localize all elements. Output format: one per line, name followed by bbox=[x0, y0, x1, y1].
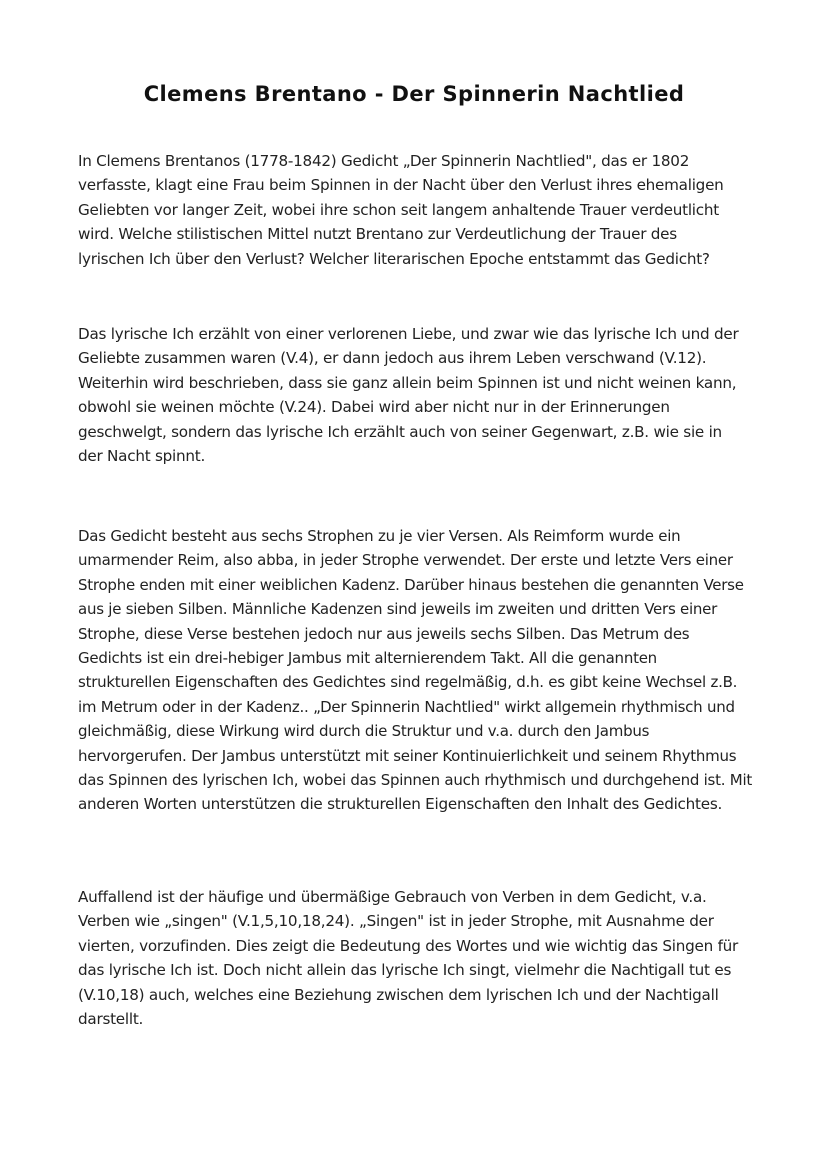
text-line: umarmender Reim, also abba, in jeder Strophe verwendet. Der erste und letzte Vers einer bbox=[78, 551, 733, 570]
paragraph-verbs bbox=[78, 885, 738, 1031]
text-line: im Metrum oder in der Kadenz.. „Der Spinnerin Nachtlied" wirkt allgemein rhythmisch und bbox=[78, 697, 735, 716]
text-line: Strophe enden mit einer weiblichen Kadenz. Darüber hinaus bestehen die genannten Verse bbox=[78, 575, 744, 594]
text-line: Auffallend ist der häufige und übermäßige Gebrauch von Verben in dem Gedicht, v.a. bbox=[78, 888, 707, 906]
text-line: darstellt. bbox=[78, 1010, 144, 1029]
text-line: Geliebten vor langer Zeit, wobei ihre schon seit langem anhaltende Trauer verdeutlicht bbox=[78, 200, 719, 219]
text-line: geschwelgt, sondern das lyrische Ich erzählt auch von seiner Gegenwart, z.B. wie sie in bbox=[78, 422, 722, 441]
text-line: vierten, vorzufinden. Dies zeigt die Bedeutung des Wortes und wie wichtig das Singen für bbox=[78, 936, 739, 955]
text-line: strukturellen Eigenschaften des Gedichtes sind regelmäßig, d.h. es gibt keine Wechsel z.B. bbox=[78, 673, 738, 692]
text-line: Strophe, diese Verse bestehen jedoch nur aus jeweils sechs Silben. Das Metrum des bbox=[78, 624, 690, 643]
text-line: das Spinnen des lyrischen Ich, wobei das Spinnen auch rhythmisch und durchgehend ist. Mit bbox=[78, 771, 753, 790]
text-line: Verben wie „singen" (V.1,5,10,18,24). „Singen" ist in jeder Strophe, mit Ausnahme der bbox=[78, 912, 714, 931]
text-line: Das lyrische Ich erzählt von einer verlorenen Liebe, und zwar wie das lyrische Ich und der bbox=[78, 325, 739, 343]
text-line: das lyrische Ich ist. Doch nicht allein das lyrische Ich singt, vielmehr die Nachtigall tut es bbox=[78, 961, 732, 980]
text-line: lyrischen Ich über den Verlust? Welcher literarischen Epoche entstammt das Gedicht? bbox=[78, 249, 710, 268]
text-line: obwohl sie weinen möchte (V.24). Dabei wird aber nicht nur in der Erinnerungen bbox=[78, 398, 670, 417]
text-line: verfasste, klagt eine Frau beim Spinnen in der Nacht über den Verlust ihres ehemaligen bbox=[78, 176, 724, 195]
paragraph-content bbox=[78, 322, 738, 468]
text-line: Das Gedicht besteht aus sechs Strophen zu je vier Versen. Als Reimform wurde ein bbox=[78, 527, 681, 545]
text-line: (V.10,18) auch, welches eine Beziehung zwischen dem lyrischen Ich und der Nachtigall bbox=[78, 985, 719, 1004]
document-title: Clemens Brentano - Der Spinnerin Nachtlied bbox=[143, 82, 685, 106]
text-line: wird. Welche stilistischen Mittel nutzt Brentano zur Verdeutlichung der Trauer des bbox=[78, 225, 677, 244]
paragraph-structure bbox=[78, 524, 752, 817]
text-line: In Clemens Brentanos (1778-1842) Gedicht „Der Spinnerin Nachtlied", das er 1802 bbox=[78, 152, 690, 170]
text-line: hervorgerufen. Der Jambus unterstützt mit seiner Kontinuierlichkeit und seinem Rhythmus bbox=[78, 746, 737, 765]
text-line: Gedichts ist ein drei-hebiger Jambus mit alternierendem Takt. All die genannten bbox=[78, 649, 657, 668]
text-line: Geliebte zusammen waren (V.4), er dann jedoch aus ihrem Leben verschwand (V.12). bbox=[78, 349, 707, 368]
text-line: der Nacht spinnt. bbox=[78, 447, 206, 466]
text-line: aus je sieben Silben. Männliche Kadenzen sind jeweils im zweiten und dritten Vers einer bbox=[78, 600, 718, 619]
text-line: anderen Worten unterstützen die strukturellen Eigenschaften den Inhalt des Gedichtes. bbox=[78, 795, 723, 814]
text-line: gleichmäßig, diese Wirkung wird durch die Struktur und v.a. durch den Jambus bbox=[78, 722, 650, 741]
text-line: Weiterhin wird beschrieben, dass sie ganz allein beim Spinnen ist und nicht weinen kann, bbox=[78, 373, 737, 392]
paragraph-introduction bbox=[78, 149, 724, 271]
